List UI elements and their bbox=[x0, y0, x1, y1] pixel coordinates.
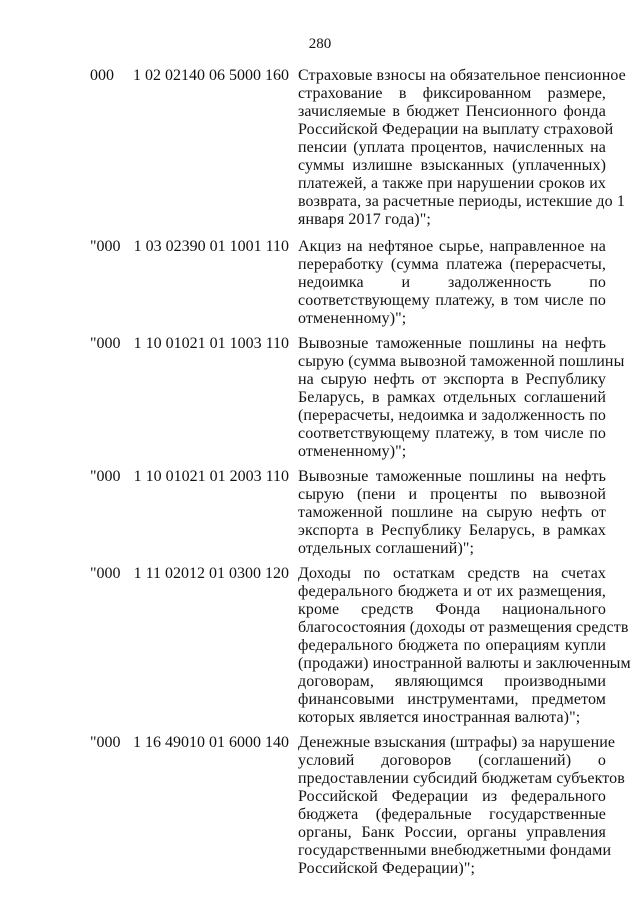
classification-code: 1 16 49010 01 6000 140 bbox=[133, 734, 289, 751]
budget-entry bbox=[0, 238, 640, 328]
entry-description bbox=[298, 468, 606, 558]
description-line: на сырую нефть от экспорта в Республику bbox=[298, 371, 606, 388]
description-line: страхование в фиксированном размере, bbox=[298, 85, 606, 102]
budget-entry bbox=[0, 734, 640, 878]
entry-description bbox=[298, 335, 625, 461]
description-line: отдельных соглашений)"; bbox=[298, 540, 475, 557]
description-line: которых является иностранная валюта)"; bbox=[298, 709, 581, 726]
description-line: (продажи) иностранной валюты и заключенным bbox=[298, 655, 631, 672]
entry-description bbox=[298, 238, 606, 328]
description-line: (перерасчеты, недоимка и задолженность по bbox=[298, 407, 606, 424]
description-line: бюджета (федеральные государственные bbox=[298, 806, 606, 823]
description-line: января 2017 года)"; bbox=[298, 211, 431, 228]
description-line: условий договоров (соглашений) о bbox=[298, 752, 606, 769]
description-line: отмененному)"; bbox=[298, 443, 407, 460]
entry-description bbox=[298, 67, 626, 229]
budget-entry bbox=[0, 565, 640, 727]
classification-code: 1 10 01021 01 1003 110 bbox=[133, 335, 289, 352]
description-line: сырую (пени и проценты по вывозной bbox=[298, 486, 606, 503]
classification-code: 1 02 02140 06 5000 160 bbox=[133, 67, 289, 84]
description-line: государственными внебюджетными фондами bbox=[298, 842, 612, 859]
admin-code: "000 bbox=[90, 565, 121, 582]
description-line: Российской Федерации на выплату страховой bbox=[298, 121, 614, 138]
description-line: возврата, за расчетные периоды, истекшие до 1 bbox=[298, 193, 625, 210]
description-line: платежей, а также при нарушении сроков их bbox=[298, 175, 606, 192]
description-line: пенсии (уплата процентов, начисленных на bbox=[298, 139, 606, 156]
classification-code: 1 11 02012 01 0300 120 bbox=[133, 565, 289, 582]
description-line: сырую (сумма вывозной таможенной пошлины bbox=[298, 353, 625, 370]
description-line: соответствующему платежу, в том числе по bbox=[298, 292, 606, 309]
admin-code: "000 bbox=[90, 335, 121, 352]
classification-code: 1 03 02390 01 1001 110 bbox=[133, 238, 289, 255]
description-line: договорам, являющимся производными bbox=[298, 673, 606, 690]
description-line: предоставлении субсидий бюджетам субъектов bbox=[298, 770, 625, 787]
admin-code: "000 bbox=[90, 734, 121, 751]
budget-entry bbox=[0, 67, 640, 229]
description-line: Российской Федерации из федерального bbox=[298, 788, 606, 805]
budget-entry bbox=[0, 468, 640, 558]
description-line: органы, Банк России, органы управления bbox=[298, 824, 606, 841]
description-line: недоимка и задолженность по bbox=[298, 274, 606, 291]
description-line: Вывозные таможенные пошлины на нефть bbox=[298, 468, 606, 485]
description-line: благосостояния (доходы от размещения средств bbox=[298, 619, 629, 636]
description-line: федерального бюджета по операциям купли bbox=[298, 637, 606, 654]
description-line: суммы излишне взысканных (уплаченных) bbox=[298, 157, 606, 174]
description-line: Российской Федерации)"; bbox=[298, 860, 476, 877]
description-line: Акциз на нефтяное сырье, направленное на bbox=[298, 238, 606, 255]
budget-code-list bbox=[0, 67, 640, 878]
description-line: соответствующему платежу, в том числе по bbox=[298, 425, 606, 442]
description-line: Денежные взыскания (штрафы) за нарушение bbox=[298, 734, 616, 751]
classification-code: 1 10 01021 01 2003 110 bbox=[133, 468, 289, 485]
description-line: переработку (сумма платежа (перерасчеты, bbox=[298, 256, 606, 273]
description-line: таможенной пошлине на сырую нефть от bbox=[298, 504, 606, 521]
description-line: Доходы по остаткам средств на счетах bbox=[298, 565, 606, 582]
description-line: Страховые взносы на обязательное пенсионное bbox=[298, 67, 626, 84]
admin-code: 000 bbox=[90, 67, 114, 84]
admin-code: "000 bbox=[90, 238, 121, 255]
budget-entry bbox=[0, 335, 640, 461]
description-line: отмененному)"; bbox=[298, 310, 407, 327]
description-line: экспорта в Республику Беларусь, в рамках bbox=[298, 522, 606, 539]
description-line: Вывозные таможенные пошлины на нефть bbox=[298, 335, 606, 352]
description-line: кроме средств Фонда национального bbox=[298, 601, 606, 618]
description-line: зачисляемые в бюджет Пенсионного фонда bbox=[298, 103, 606, 120]
entry-description bbox=[298, 565, 631, 727]
entry-description bbox=[298, 734, 625, 878]
description-line: финансовыми инструментами, предметом bbox=[298, 691, 606, 708]
description-line: федерального бюджета и от их размещения, bbox=[298, 583, 606, 600]
admin-code: "000 bbox=[90, 468, 121, 485]
page-number: 280 bbox=[308, 36, 332, 52]
description-line: Беларусь, в рамках отдельных соглашений bbox=[298, 389, 606, 406]
